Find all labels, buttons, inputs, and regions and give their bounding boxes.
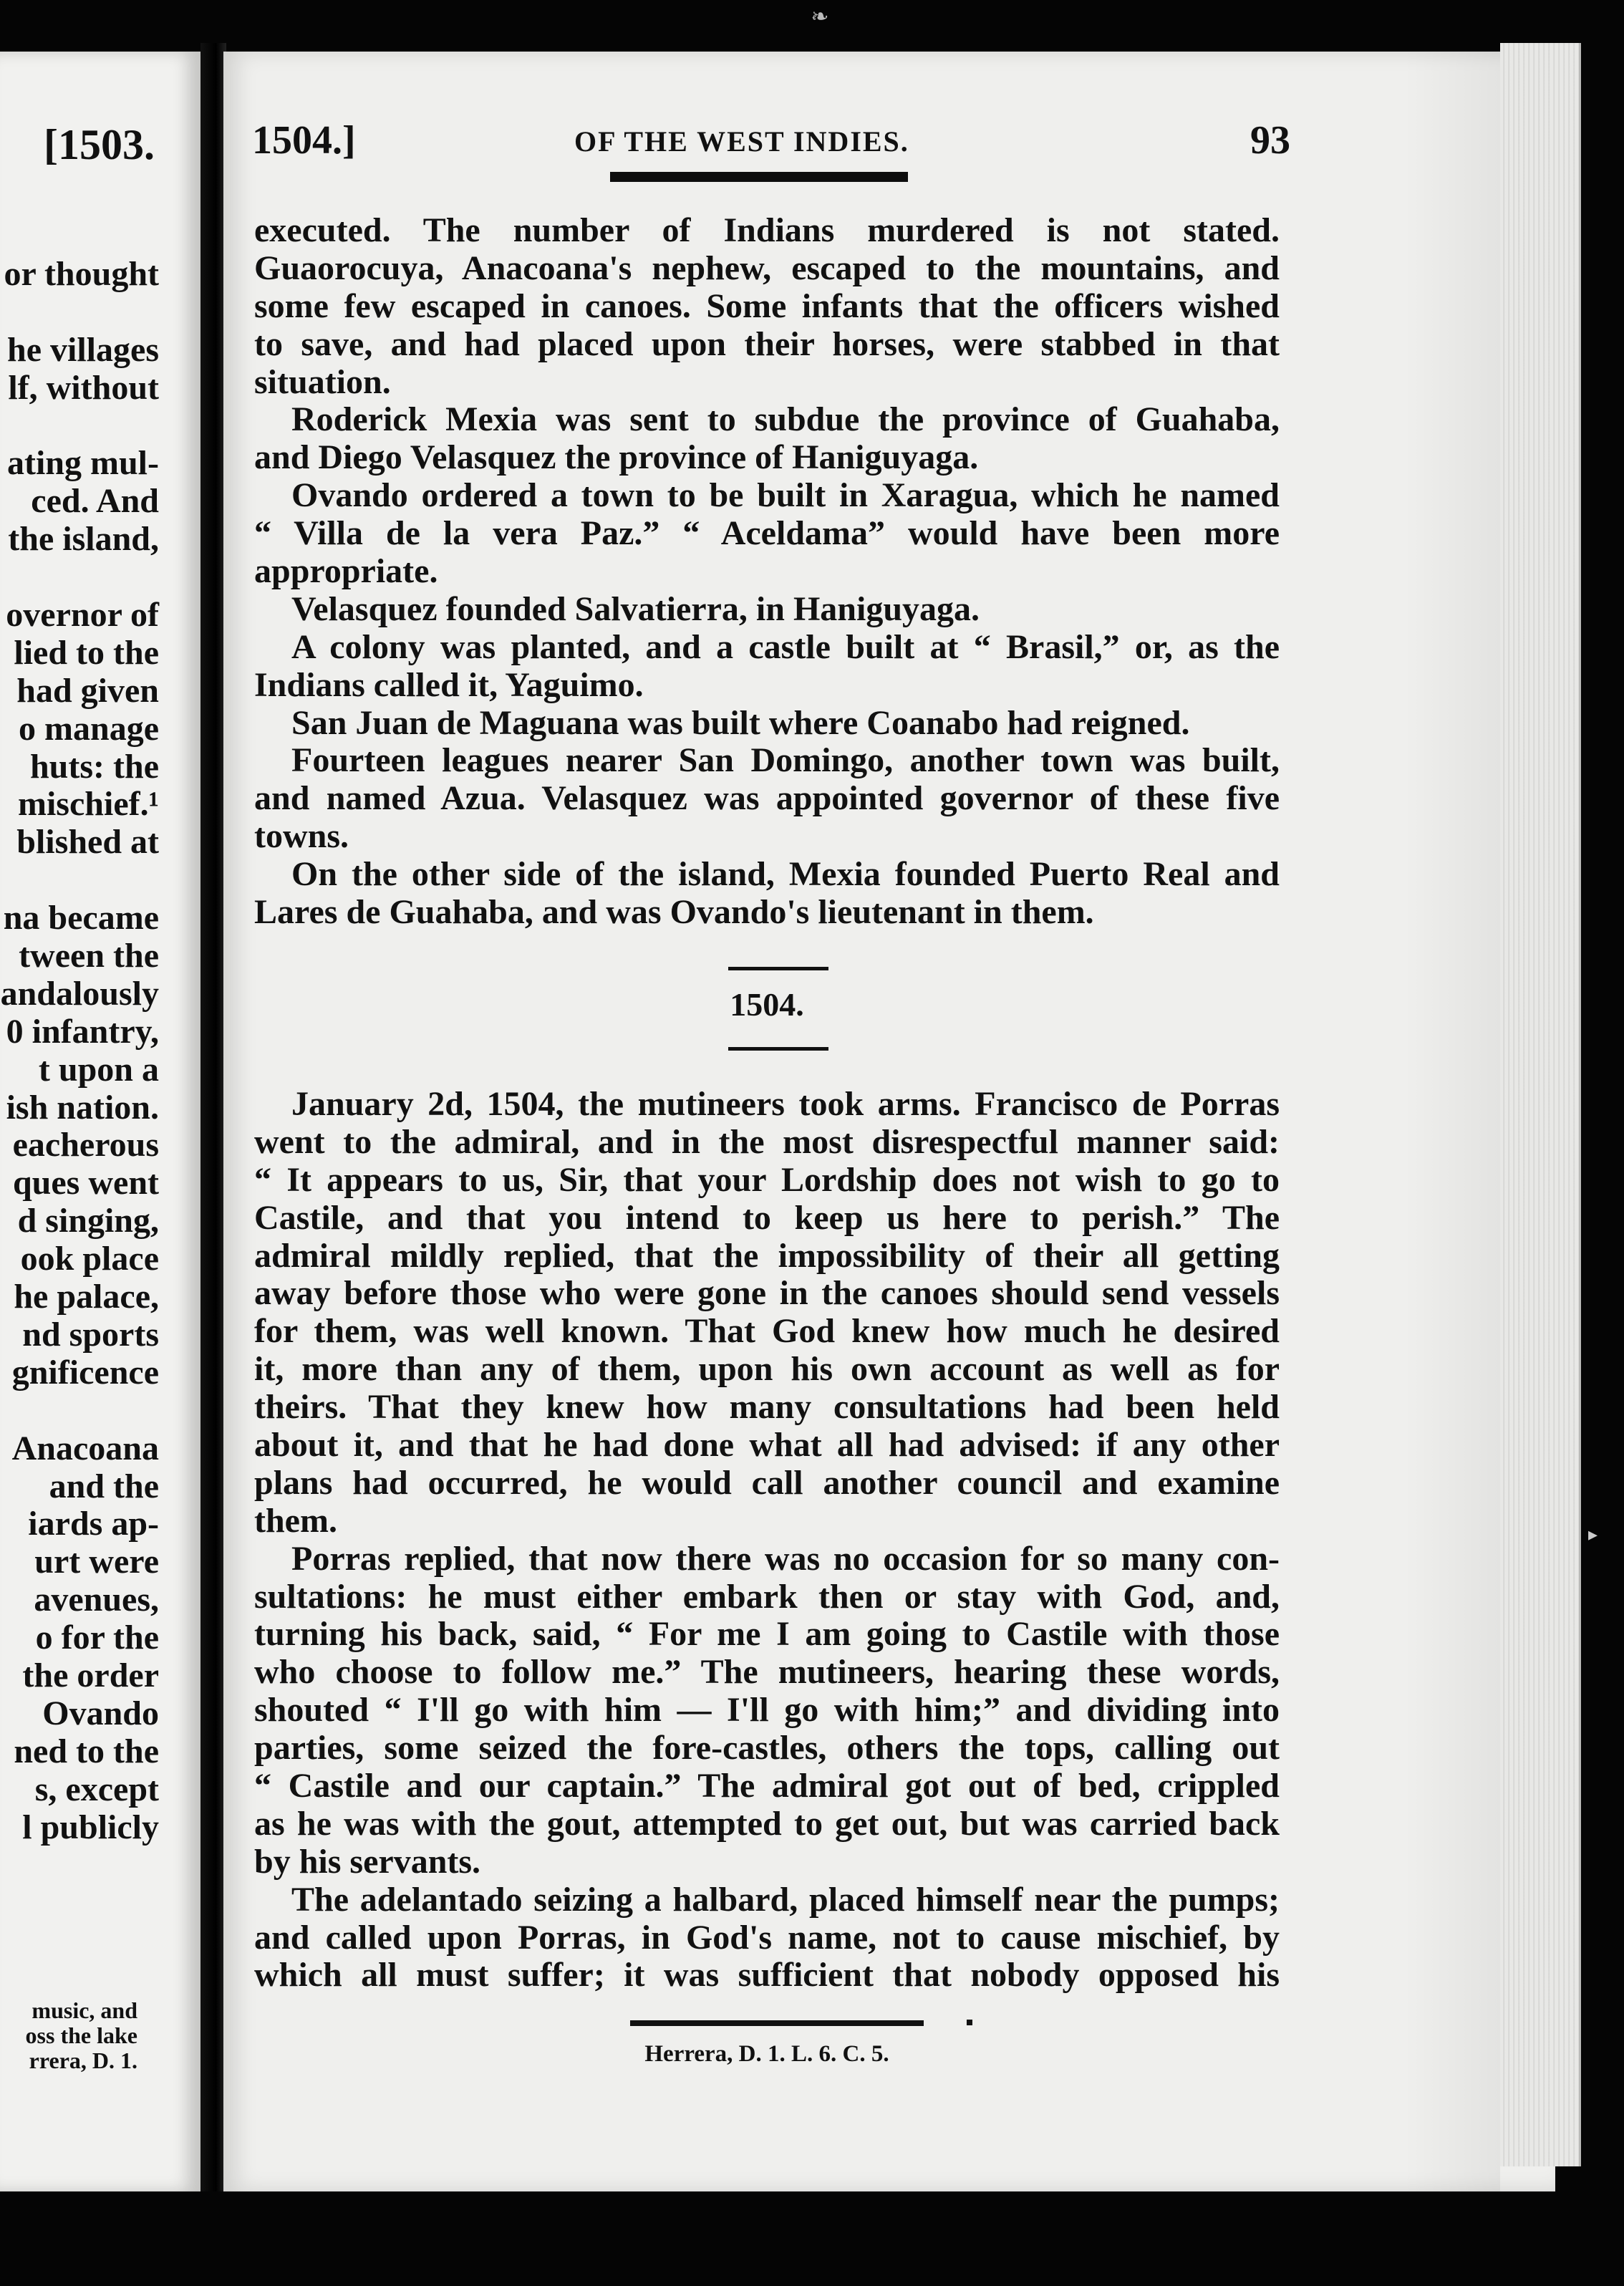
- text-line: shouted “ I'll go with him — I'll go with him;” and dividing into: [254, 1692, 1280, 1730]
- text-line: to save, and had placed upon their horses, were stabbed in that: [254, 325, 1280, 363]
- paragraph-puerto-real: [254, 856, 1280, 932]
- text-line: “ Villa de la vera Paz.” “ Aceldama” would have been more: [254, 515, 1280, 553]
- left-page-text-line: overnor of: [6, 596, 159, 635]
- text-line: San Juan de Maguana was built where Coanabo had reigned.: [291, 704, 1190, 742]
- left-page-text-line: ned to the: [14, 1732, 159, 1770]
- paragraph-san-juan-maguana: [254, 705, 1280, 743]
- left-page-text-line: had given: [16, 671, 159, 710]
- left-page-text-line: s, except: [34, 1770, 159, 1808]
- page-stack-edges: [1500, 43, 1581, 2166]
- paragraph-brasil-colony: [254, 629, 1280, 705]
- text-line: who choose to follow me.” The mutineers, hearing these words,: [254, 1654, 1280, 1692]
- left-page-text-line: t upon a: [38, 1050, 159, 1089]
- left-page-text-line: d singing,: [17, 1202, 159, 1240]
- text-line: A colony was planted, and a castle built at “ Brasil,” or, as the: [291, 628, 1280, 666]
- left-page-text-line: ish nation.: [6, 1088, 159, 1127]
- left-page-text-line: lied to the: [14, 633, 159, 672]
- left-page-text-line: ook place: [20, 1240, 159, 1278]
- paragraph-mexia-velasquez: [254, 401, 1280, 477]
- text-line: Lares de Guahaba, and was Ovando's lieutenant in them.: [254, 894, 1094, 932]
- text-line: some few escaped in canoes. Some infants that the officers wished: [254, 287, 1280, 325]
- text-line: parties, some seized the fore-castles, others the tops, calling out: [254, 1730, 1280, 1767]
- body-text-1504-section: [254, 1086, 1280, 1995]
- left-page-text-line: Anacoana: [11, 1429, 159, 1467]
- text-line: On the other side of the island, Mexia founded Puerto Real and: [291, 856, 1280, 894]
- left-page-text-line: the island,: [8, 520, 159, 559]
- left-page-text-line: eacherous: [12, 1126, 159, 1164]
- left-page-text-line: lf, without: [8, 368, 159, 407]
- text-line: January 2d, 1504, the mutineers took arms. Francisco de Porras: [291, 1086, 1280, 1123]
- text-line: Roderick Mexia was sent to subdue the province of Guahaba,: [291, 401, 1280, 439]
- text-line: Indians called it, Yaguimo.: [254, 666, 644, 704]
- text-line: “ Castile and our captain.” The admiral got out of bed, crippled: [254, 1767, 1280, 1805]
- left-page-text-line: [0, 862, 159, 900]
- left-page-text-line: mischief.¹: [17, 785, 159, 824]
- text-line: them.: [254, 1502, 337, 1540]
- left-page-text-line: and the: [49, 1467, 159, 1505]
- text-line: it, more than any of them, upon his own account as well as for: [254, 1351, 1280, 1389]
- text-line: sultations: he must either embark then or stay with God, and,: [254, 1578, 1280, 1616]
- running-head-title: OF THE WEST INDIES.: [574, 125, 909, 158]
- text-line: Ovando ordered a town to be built in Xaragua, which he named: [291, 477, 1280, 515]
- left-page-text-line: o manage: [19, 709, 159, 748]
- text-line: towns.: [254, 818, 349, 856]
- section-rule-bottom: [728, 1047, 828, 1051]
- text-line: situation.: [254, 363, 391, 401]
- left-page-text-line: nd sports: [22, 1315, 159, 1354]
- left-page-text-line: l publicly: [22, 1808, 159, 1846]
- paragraph-salvatierra: [254, 591, 1280, 629]
- text-line: as he was with the gout, attempted to get out, but was carried back: [254, 1805, 1280, 1843]
- page-fold-shadow: [1403, 52, 1500, 2191]
- body-text: [254, 212, 1280, 932]
- paragraph-porras-replied: [254, 1540, 1280, 1881]
- left-page-text-line: [0, 1392, 159, 1430]
- paragraph-mutineers-arms: [254, 1086, 1280, 1540]
- left-facing-page: [0, 52, 200, 2191]
- running-head-year: 1504.]: [252, 118, 356, 163]
- paragraph-adelantado-halbard: [254, 1881, 1280, 1995]
- text-line: for them, was well known. That God knew how much he desired: [254, 1313, 1280, 1351]
- left-page-text-line: avenues,: [34, 1581, 159, 1619]
- left-page-text-line: he villages: [7, 330, 159, 369]
- footnote-rule: [630, 2020, 924, 2026]
- paragraph-executed: [254, 212, 1280, 401]
- left-page-text-line: the order: [22, 1656, 159, 1694]
- text-line: turning his back, said, “ For me I am going to Castile with those: [254, 1616, 1280, 1654]
- text-line: Fourteen leagues nearer San Domingo, another town was built,: [291, 742, 1280, 780]
- left-page-text-column: [0, 256, 159, 1846]
- running-head: [252, 117, 1290, 168]
- section-heading-1504: 1504.: [730, 986, 804, 1023]
- left-page-text-line: o for the: [35, 1619, 159, 1657]
- left-page-footnotes: [0, 1998, 137, 2073]
- text-line: theirs. That they knew how many consultations had been held: [254, 1389, 1280, 1427]
- left-page-text-line: [0, 294, 159, 332]
- text-line: away before those who were gone in the canoes should send vessels: [254, 1275, 1280, 1313]
- text-line: Guaorocuya, Anacoana's nephew, escaped to the mountains, and: [254, 249, 1280, 287]
- left-page-text-line: urt were: [34, 1543, 159, 1581]
- left-page-footnote-line: oss the lake: [25, 2022, 137, 2048]
- left-page-footnote-line: music, and: [32, 1997, 137, 2023]
- text-line: appropriate.: [254, 553, 438, 591]
- left-page-text-line: tween the: [19, 937, 159, 975]
- text-line: The adelantado seizing a halbard, placed himself near the pumps;: [291, 1881, 1280, 1919]
- binding-ornament-mark: ❧: [811, 5, 829, 29]
- text-line: and named Azua. Velasquez was appointed governor of these five: [254, 780, 1280, 818]
- left-page-text-line: 0 infantry,: [6, 1012, 159, 1051]
- text-line: Castile, and that you intend to keep us here to perish.” The: [254, 1199, 1280, 1237]
- left-page-text-line: he palace,: [14, 1278, 159, 1316]
- text-line: admiral mildly replied, that the impossibility of their all getting: [254, 1237, 1280, 1275]
- section-rule-top: [728, 967, 828, 970]
- left-page-text-line: ced. And: [31, 482, 159, 521]
- left-page-text-line: ques went: [12, 1164, 159, 1202]
- text-line: executed. The number of Indians murdered is not stated.: [254, 212, 1280, 249]
- left-page-text-line: or thought: [4, 255, 159, 293]
- footnote-rule-dot: [967, 2020, 972, 2025]
- page-edge-mark: ▸: [1588, 1524, 1598, 1545]
- text-line: plans had occurred, he would call another council and examine: [254, 1464, 1280, 1502]
- text-line: and called upon Porras, in God's name, not to cause mischief, by: [254, 1919, 1280, 1957]
- left-page-text-line: [0, 559, 159, 597]
- text-line: “ It appears to us, Sir, that your Lordship does not wish to go to: [254, 1161, 1280, 1199]
- text-line: by his servants.: [254, 1843, 481, 1881]
- text-line: Velasquez founded Salvatierra, in Haniguyaga.: [291, 590, 980, 628]
- paragraph-villa-vera-paz: [254, 477, 1280, 591]
- text-line: which all must suffer; it was sufficient that nobody opposed his: [254, 1957, 1280, 1995]
- paragraph-azua: [254, 742, 1280, 856]
- left-page-text-line: ating mul-: [6, 444, 159, 483]
- left-page-text-line: na became: [3, 899, 159, 937]
- footnote-citation: Herrera, D. 1. L. 6. C. 5.: [644, 2041, 889, 2067]
- left-page-footnote-line: rrera, D. 1.: [29, 2048, 137, 2073]
- left-page-text-line: huts: the: [29, 747, 159, 786]
- left-page-running-head: [1503.: [44, 121, 155, 168]
- left-page-text-line: gnificence: [11, 1353, 159, 1392]
- book-gutter: [200, 43, 226, 2191]
- page-number: 93: [1250, 118, 1290, 163]
- left-page-text-line: andalously: [0, 974, 159, 1013]
- text-line: about it, and that he had done what all had advised: if any other: [254, 1427, 1280, 1465]
- left-page-text-line: [0, 407, 159, 445]
- header-rule: [610, 172, 908, 182]
- left-page-text-line: Ovando: [42, 1694, 159, 1732]
- text-line: and Diego Velasquez the province of Haniguyaga.: [254, 439, 979, 477]
- left-page-text-line: blished at: [16, 823, 159, 862]
- left-page-text-line: iards ap-: [28, 1505, 159, 1543]
- text-line: went to the admiral, and in the most disrespectful manner said:: [254, 1123, 1280, 1161]
- text-line: Porras replied, that now there was no occasion for so many con-: [291, 1540, 1280, 1578]
